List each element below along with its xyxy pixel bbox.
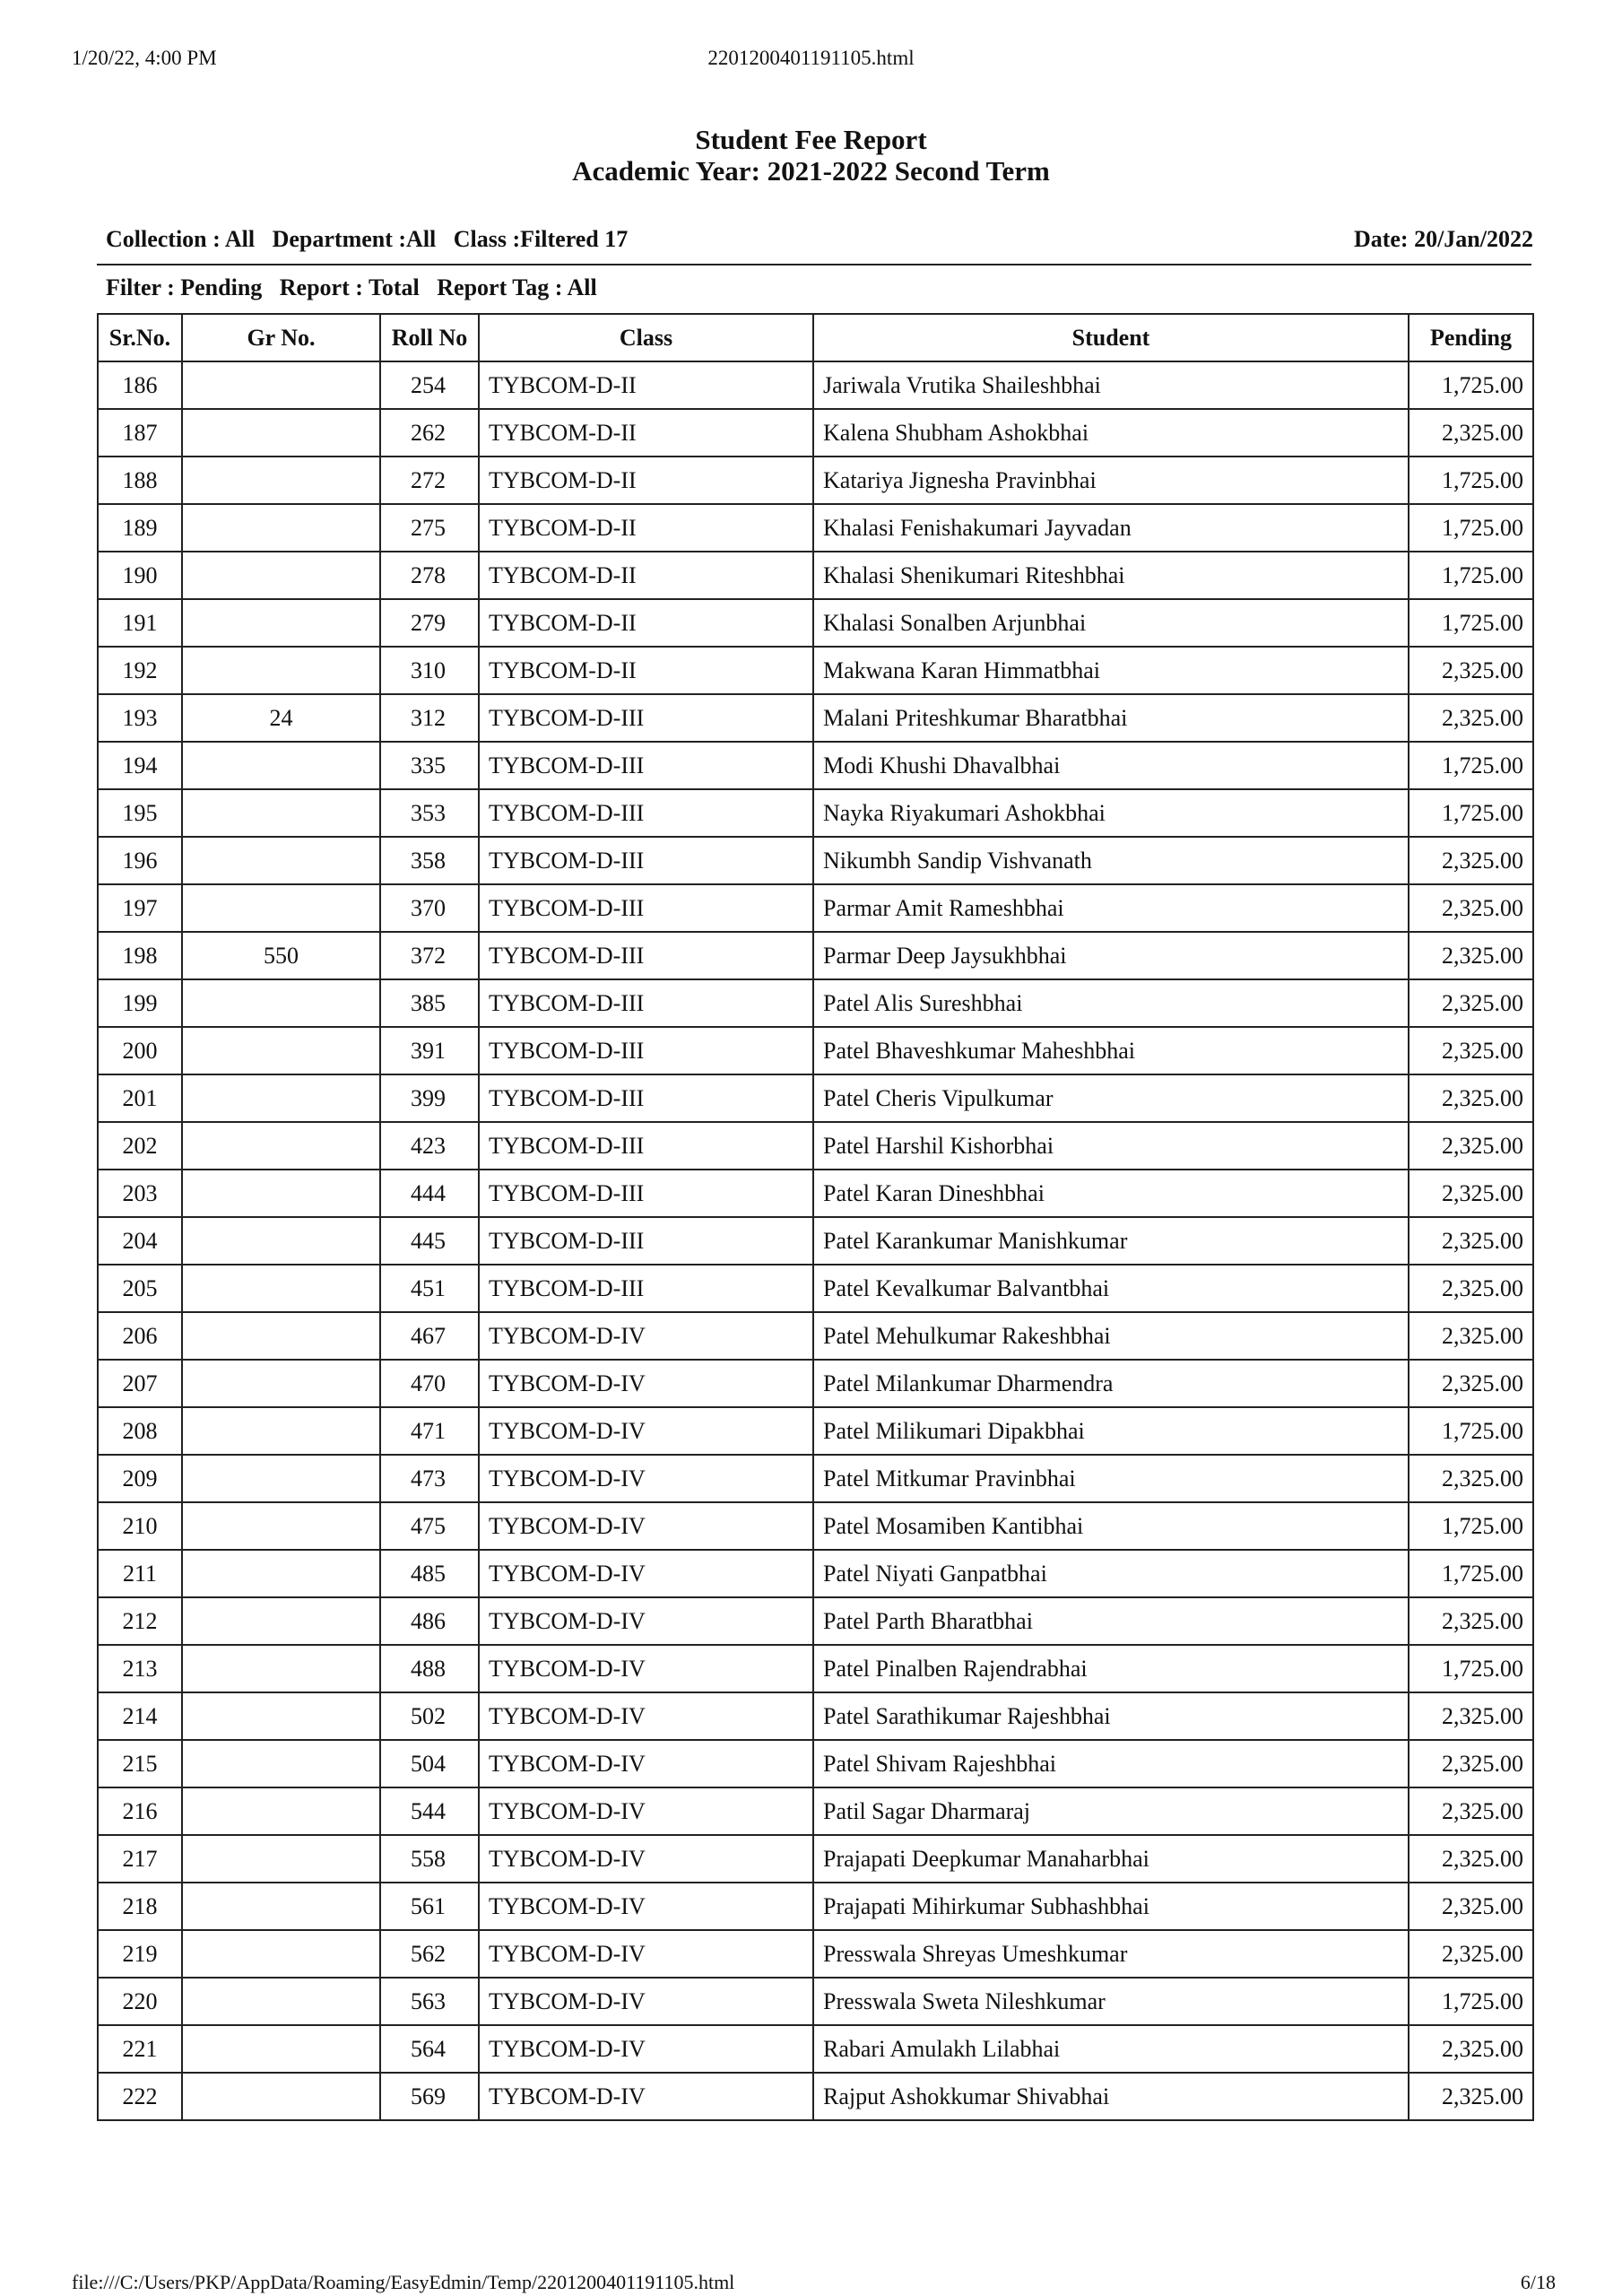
cell-sr-no: 203 [98,1170,182,1217]
header-pending: Pending [1409,314,1533,361]
cell-student: Patel Milankumar Dharmendra [813,1360,1409,1407]
header-sr-no: Sr.No. [98,314,182,361]
table-row [98,884,1533,932]
academic-year: Academic Year: 2021-2022 Second Term [572,155,1050,187]
table-row [98,504,1533,552]
cell-class: TYBCOM-D-II [479,361,813,409]
table-row [98,1787,1533,1835]
cell-sr-no: 205 [98,1265,182,1312]
cell-sr-no: 221 [98,2025,182,2073]
cell-pending: 2,325.00 [1409,1312,1533,1360]
table-row [98,1597,1533,1645]
cell-student: Prajapati Deepkumar Manaharbhai [813,1835,1409,1883]
cell-student: Patel Parth Bharatbhai [813,1597,1409,1645]
cell-class: TYBCOM-D-II [479,504,813,552]
table-row [98,932,1533,979]
header-student: Student [813,314,1409,361]
cell-gr-no [182,1597,380,1645]
cell-roll-no: 562 [380,1930,479,1978]
cell-student: Patel Karan Dineshbhai [813,1170,1409,1217]
filter-info: Filter : Pending Report : Total Report Tag : All [106,274,597,300]
cell-class: TYBCOM-D-II [479,457,813,504]
cell-pending: 2,325.00 [1409,1692,1533,1740]
cell-gr-no [182,361,380,409]
cell-student: Patel Mehulkumar Rakeshbhai [813,1312,1409,1360]
cell-student: Malani Priteshkumar Bharatbhai [813,694,1409,742]
table-row [98,1835,1533,1883]
cell-gr-no [182,1122,380,1170]
cell-gr-no [182,1360,380,1407]
cell-sr-no: 194 [98,742,182,789]
cell-pending: 2,325.00 [1409,409,1533,457]
cell-class: TYBCOM-D-IV [479,1550,813,1597]
cell-pending: 2,325.00 [1409,1074,1533,1122]
cell-sr-no: 208 [98,1407,182,1455]
cell-gr-no [182,1645,380,1692]
cell-sr-no: 189 [98,504,182,552]
table-row [98,1122,1533,1170]
cell-class: TYBCOM-D-IV [479,1407,813,1455]
cell-student: Khalasi Sonalben Arjunbhai [813,599,1409,647]
table-row [98,742,1533,789]
cell-roll-no: 558 [380,1835,479,1883]
cell-sr-no: 187 [98,409,182,457]
cell-pending: 2,325.00 [1409,1360,1533,1407]
cell-pending: 1,725.00 [1409,1645,1533,1692]
cell-roll-no: 473 [380,1455,479,1502]
cell-gr-no [182,1407,380,1455]
table-row [98,1645,1533,1692]
cell-student: Kalena Shubham Ashokbhai [813,409,1409,457]
page-number: 6/18 [1520,2271,1556,2293]
cell-gr-no [182,789,380,837]
table-row [98,694,1533,742]
fee-table [97,313,1534,2121]
cell-sr-no: 220 [98,1978,182,2025]
cell-gr-no [182,1455,380,1502]
cell-roll-no: 279 [380,599,479,647]
table-row [98,552,1533,599]
cell-sr-no: 209 [98,1455,182,1502]
cell-pending: 1,725.00 [1409,1407,1533,1455]
table-row [98,599,1533,647]
cell-class: TYBCOM-D-IV [479,1455,813,1502]
cell-pending: 2,325.00 [1409,1787,1533,1835]
cell-class: TYBCOM-D-IV [479,2073,813,2120]
cell-class: TYBCOM-D-III [479,694,813,742]
cell-gr-no [182,1265,380,1312]
cell-class: TYBCOM-D-III [479,742,813,789]
cell-roll-no: 372 [380,932,479,979]
cell-student: Patel Bhaveshkumar Maheshbhai [813,1027,1409,1074]
cell-class: TYBCOM-D-IV [479,1597,813,1645]
cell-class: TYBCOM-D-IV [479,1502,813,1550]
cell-roll-no: 475 [380,1502,479,1550]
cell-student: Jariwala Vrutika Shaileshbhai [813,361,1409,409]
cell-gr-no [182,1027,380,1074]
cell-class: TYBCOM-D-IV [479,1930,813,1978]
cell-pending: 1,725.00 [1409,1502,1533,1550]
cell-class: TYBCOM-D-III [479,1217,813,1265]
table-row [98,1312,1533,1360]
cell-gr-no [182,1074,380,1122]
cell-sr-no: 210 [98,1502,182,1550]
table-row [98,789,1533,837]
cell-class: TYBCOM-D-IV [479,2025,813,2073]
cell-sr-no: 200 [98,1027,182,1074]
cell-class: TYBCOM-D-III [479,1170,813,1217]
cell-student: Nikumbh Sandip Vishvanath [813,837,1409,884]
cell-student: Nayka Riyakumari Ashokbhai [813,789,1409,837]
cell-sr-no: 196 [98,837,182,884]
cell-sr-no: 214 [98,1692,182,1740]
cell-student: Patel Mitkumar Pravinbhai [813,1455,1409,1502]
cell-sr-no: 191 [98,599,182,647]
table-row [98,1360,1533,1407]
cell-student: Modi Khushi Dhavalbhai [813,742,1409,789]
cell-student: Patil Sagar Dharmaraj [813,1787,1409,1835]
header-gr-no: Gr No. [182,314,380,361]
cell-gr-no [182,599,380,647]
cell-class: TYBCOM-D-IV [479,1740,813,1787]
cell-sr-no: 215 [98,1740,182,1787]
cell-gr-no [182,1170,380,1217]
cell-class: TYBCOM-D-IV [479,1645,813,1692]
cell-pending: 2,325.00 [1409,1170,1533,1217]
cell-class: TYBCOM-D-II [479,552,813,599]
table-row [98,1027,1533,1074]
cell-class: TYBCOM-D-II [479,599,813,647]
cell-roll-no: 391 [380,1027,479,1074]
cell-pending: 1,725.00 [1409,1550,1533,1597]
cell-student: Rajput Ashokkumar Shivabhai [813,2073,1409,2120]
cell-pending: 1,725.00 [1409,599,1533,647]
print-file-path: file:///C:/Users/PKP/AppData/Roaming/EasyEdmin/Temp/2201200401191105.html [72,2271,735,2293]
cell-roll-no: 370 [380,884,479,932]
cell-pending: 2,325.00 [1409,1597,1533,1645]
collection-info: Collection : All Department :All Class :Filtered 17 [106,226,629,252]
cell-roll-no: 471 [380,1407,479,1455]
cell-pending: 1,725.00 [1409,361,1533,409]
cell-pending: 2,325.00 [1409,1883,1533,1930]
cell-pending: 1,725.00 [1409,789,1533,837]
cell-gr-no [182,1978,380,2025]
cell-roll-no: 470 [380,1360,479,1407]
report-title: Student Fee Report [695,124,927,155]
cell-gr-no [182,1740,380,1787]
cell-class: TYBCOM-D-IV [479,1312,813,1360]
cell-class: TYBCOM-D-III [479,932,813,979]
cell-roll-no: 444 [380,1170,479,1217]
table-row [98,1930,1533,1978]
cell-gr-no [182,1883,380,1930]
cell-class: TYBCOM-D-III [479,1122,813,1170]
table-row [98,1074,1533,1122]
cell-roll-no: 278 [380,552,479,599]
cell-sr-no: 186 [98,361,182,409]
cell-sr-no: 206 [98,1312,182,1360]
cell-pending: 2,325.00 [1409,1265,1533,1312]
cell-student: Patel Niyati Ganpatbhai [813,1550,1409,1597]
cell-student: Presswala Shreyas Umeshkumar [813,1930,1409,1978]
cell-pending: 2,325.00 [1409,2073,1533,2120]
cell-sr-no: 201 [98,1074,182,1122]
cell-gr-no [182,837,380,884]
cell-gr-no [182,2025,380,2073]
print-datetime: 1/20/22, 4:00 PM [72,47,217,69]
cell-student: Khalasi Shenikumari Riteshbhai [813,552,1409,599]
cell-gr-no [182,1312,380,1360]
cell-student: Patel Cheris Vipulkumar [813,1074,1409,1122]
cell-sr-no: 192 [98,647,182,694]
cell-gr-no [182,552,380,599]
cell-sr-no: 198 [98,932,182,979]
table-row [98,979,1533,1027]
cell-gr-no: 24 [182,694,380,742]
cell-gr-no [182,1502,380,1550]
table-row [98,1265,1533,1312]
cell-student: Parmar Amit Rameshbhai [813,884,1409,932]
cell-class: TYBCOM-D-IV [479,1787,813,1835]
table-row [98,647,1533,694]
cell-student: Katariya Jignesha Pravinbhai [813,457,1409,504]
cell-class: TYBCOM-D-III [479,884,813,932]
cell-roll-no: 399 [380,1074,479,1122]
cell-student: Patel Harshil Kishorbhai [813,1122,1409,1170]
cell-roll-no: 569 [380,2073,479,2120]
cell-student: Patel Mosamiben Kantibhai [813,1502,1409,1550]
table-row [98,1455,1533,1502]
cell-roll-no: 564 [380,2025,479,2073]
cell-pending: 2,325.00 [1409,1835,1533,1883]
cell-pending: 1,725.00 [1409,552,1533,599]
cell-gr-no [182,884,380,932]
cell-roll-no: 353 [380,789,479,837]
table-row [98,1407,1533,1455]
cell-roll-no: 312 [380,694,479,742]
table-row [98,1502,1533,1550]
cell-student: Presswala Sweta Nileshkumar [813,1978,1409,2025]
table-row [98,1692,1533,1740]
cell-pending: 1,725.00 [1409,504,1533,552]
cell-class: TYBCOM-D-III [479,1265,813,1312]
cell-sr-no: 197 [98,884,182,932]
cell-gr-no [182,647,380,694]
cell-student: Prajapati Mihirkumar Subhashbhai [813,1883,1409,1930]
cell-roll-no: 486 [380,1597,479,1645]
cell-student: Makwana Karan Himmatbhai [813,647,1409,694]
header-roll-no: Roll No [380,314,479,361]
table-row [98,2073,1533,2120]
cell-sr-no: 218 [98,1883,182,1930]
cell-student: Parmar Deep Jaysukhbhai [813,932,1409,979]
table-row [98,2025,1533,2073]
cell-class: TYBCOM-D-III [479,789,813,837]
cell-class: TYBCOM-D-IV [479,1835,813,1883]
cell-sr-no: 204 [98,1217,182,1265]
cell-pending: 1,725.00 [1409,457,1533,504]
cell-sr-no: 212 [98,1597,182,1645]
cell-gr-no [182,742,380,789]
table-row [98,1883,1533,1930]
cell-gr-no [182,504,380,552]
cell-sr-no: 190 [98,552,182,599]
cell-gr-no [182,979,380,1027]
cell-gr-no [182,2073,380,2120]
cell-sr-no: 219 [98,1930,182,1978]
cell-sr-no: 193 [98,694,182,742]
cell-sr-no: 195 [98,789,182,837]
cell-gr-no [182,1217,380,1265]
cell-roll-no: 467 [380,1312,479,1360]
cell-student: Patel Alis Sureshbhai [813,979,1409,1027]
cell-class: TYBCOM-D-III [479,979,813,1027]
cell-roll-no: 563 [380,1978,479,2025]
cell-gr-no: 550 [182,932,380,979]
cell-student: Khalasi Fenishakumari Jayvadan [813,504,1409,552]
table-row [98,1550,1533,1597]
cell-pending: 1,725.00 [1409,1978,1533,2025]
cell-class: TYBCOM-D-III [479,1027,813,1074]
cell-sr-no: 207 [98,1360,182,1407]
cell-pending: 2,325.00 [1409,694,1533,742]
cell-sr-no: 202 [98,1122,182,1170]
cell-roll-no: 335 [380,742,479,789]
cell-pending: 2,325.00 [1409,1740,1533,1787]
table-header-row [98,314,1533,361]
cell-student: Patel Karankumar Manishkumar [813,1217,1409,1265]
cell-class: TYBCOM-D-IV [479,1883,813,1930]
cell-pending: 2,325.00 [1409,979,1533,1027]
cell-roll-no: 358 [380,837,479,884]
cell-pending: 1,725.00 [1409,742,1533,789]
table-body [98,361,1533,2120]
cell-gr-no [182,1692,380,1740]
cell-roll-no: 272 [380,457,479,504]
cell-roll-no: 310 [380,647,479,694]
cell-class: TYBCOM-D-II [479,647,813,694]
cell-pending: 2,325.00 [1409,1455,1533,1502]
cell-student: Patel Pinalben Rajendrabhai [813,1645,1409,1692]
table-row [98,1170,1533,1217]
cell-gr-no [182,1550,380,1597]
table-row [98,837,1533,884]
cell-class: TYBCOM-D-IV [479,1360,813,1407]
cell-gr-no [182,1835,380,1883]
cell-class: TYBCOM-D-III [479,837,813,884]
cell-class: TYBCOM-D-IV [479,1978,813,2025]
header-divider [97,264,1531,265]
cell-gr-no [182,409,380,457]
table-row [98,1740,1533,1787]
cell-class: TYBCOM-D-III [479,1074,813,1122]
cell-student: Patel Sarathikumar Rajeshbhai [813,1692,1409,1740]
table-row [98,457,1533,504]
cell-roll-no: 544 [380,1787,479,1835]
header-class: Class [479,314,813,361]
cell-roll-no: 423 [380,1122,479,1170]
cell-gr-no [182,1930,380,1978]
cell-pending: 2,325.00 [1409,1930,1533,1978]
cell-pending: 2,325.00 [1409,1217,1533,1265]
cell-roll-no: 561 [380,1883,479,1930]
cell-roll-no: 254 [380,361,479,409]
cell-pending: 2,325.00 [1409,647,1533,694]
cell-roll-no: 275 [380,504,479,552]
table-row [98,1978,1533,2025]
cell-roll-no: 485 [380,1550,479,1597]
table-row [98,409,1533,457]
cell-sr-no: 213 [98,1645,182,1692]
print-filename: 2201200401191105.html [707,47,915,69]
cell-roll-no: 504 [380,1740,479,1787]
cell-student: Patel Shivam Rajeshbhai [813,1740,1409,1787]
cell-student: Patel Milikumari Dipakbhai [813,1407,1409,1455]
cell-roll-no: 445 [380,1217,479,1265]
cell-roll-no: 451 [380,1265,479,1312]
cell-pending: 2,325.00 [1409,884,1533,932]
cell-roll-no: 385 [380,979,479,1027]
cell-sr-no: 211 [98,1550,182,1597]
cell-pending: 2,325.00 [1409,2025,1533,2073]
table-row [98,361,1533,409]
report-date: Date: 20/Jan/2022 [1353,226,1533,252]
cell-roll-no: 488 [380,1645,479,1692]
cell-gr-no [182,1787,380,1835]
cell-sr-no: 222 [98,2073,182,2120]
cell-sr-no: 216 [98,1787,182,1835]
cell-sr-no: 199 [98,979,182,1027]
cell-pending: 2,325.00 [1409,1027,1533,1074]
cell-class: TYBCOM-D-IV [479,1692,813,1740]
cell-roll-no: 262 [380,409,479,457]
cell-student: Rabari Amulakh Lilabhai [813,2025,1409,2073]
cell-class: TYBCOM-D-II [479,409,813,457]
table-row [98,1217,1533,1265]
cell-roll-no: 502 [380,1692,479,1740]
cell-sr-no: 217 [98,1835,182,1883]
cell-sr-no: 188 [98,457,182,504]
cell-pending: 2,325.00 [1409,837,1533,884]
cell-student: Patel Kevalkumar Balvantbhai [813,1265,1409,1312]
cell-gr-no [182,457,380,504]
cell-pending: 2,325.00 [1409,1122,1533,1170]
cell-pending: 2,325.00 [1409,932,1533,979]
